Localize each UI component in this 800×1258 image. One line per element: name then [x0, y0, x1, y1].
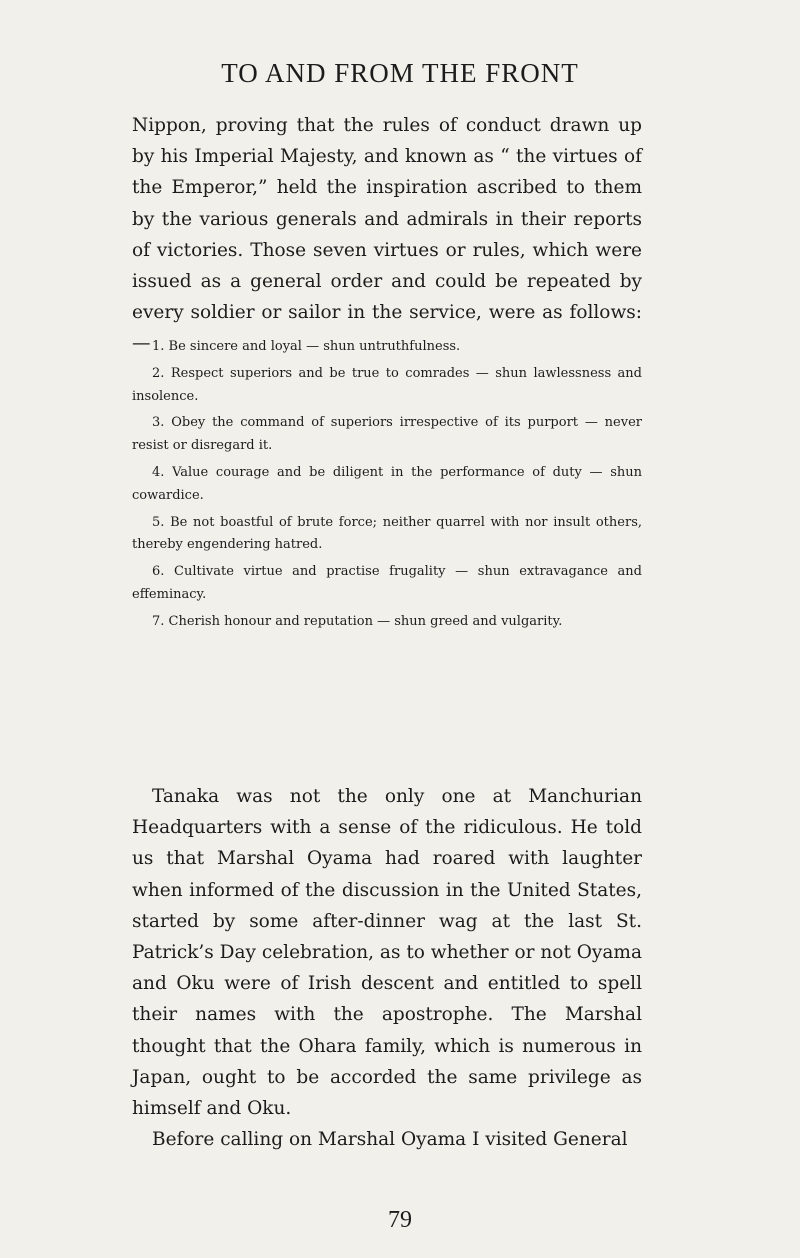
rule-item: 4. Value courage and be diligent in the performance of duty — shun cowardice.	[132, 464, 642, 503]
rule-item: 6. Cultivate virtue and practise frugality — shun extravagance and effeminacy.	[132, 564, 642, 602]
paragraph-2: Tanaka was not the only one at Manchurian Headquarters with a sense of the ridiculous. He told us that Marshal Oyama had roared with laughter when informed of the discussion in the United States, started by some after-dinner wag at the last St. Patrick’s Day celebration, as to whether or not Oyama and Oku were of Irish descent and entitled to spell their names with the apostrophe. The Marshal thought that the Ohara family, which is numerous in Japan, ought to be accorded the same privilege as himself and Oku.	[132, 786, 642, 1120]
rule-item: 7. Cherish honour and reputation — shun greed and vulgarity.	[152, 613, 563, 629]
page-number: 79	[388, 1207, 412, 1233]
rule-item: 3. Obey the command of superiors irrespective of its purport — never resist or disregard it.	[132, 415, 642, 454]
rule-item: 2. Respect superiors and be true to comrades — shun lawlessness and insolence.	[132, 365, 642, 404]
rules-list	[132, 336, 642, 638]
running-head: TO AND FROM THE FRONT	[221, 58, 579, 88]
rule-item: 5. Be not boastful of brute force; neither quarrel with nor insult others, thereby engendering hatred.	[132, 514, 642, 553]
paragraph-3: Before calling on Marshal Oyama I visited General	[152, 1129, 628, 1151]
paragraph-1: Nippon, proving that the rules of conduct drawn up by his Imperial Majesty, and known as “ the virtues of the Emperor,” held the inspiration ascribed to them by the various generals and admirals in their reports of victories. Those seven virtues or rules, which were issued as a general order and could be repeated by every soldier or sailor in the service, were as follows: —	[132, 115, 642, 355]
body-text-lower	[132, 781, 642, 1155]
rule-item: 1. Be sincere and loyal — shun untruthfulness.	[152, 339, 461, 354]
